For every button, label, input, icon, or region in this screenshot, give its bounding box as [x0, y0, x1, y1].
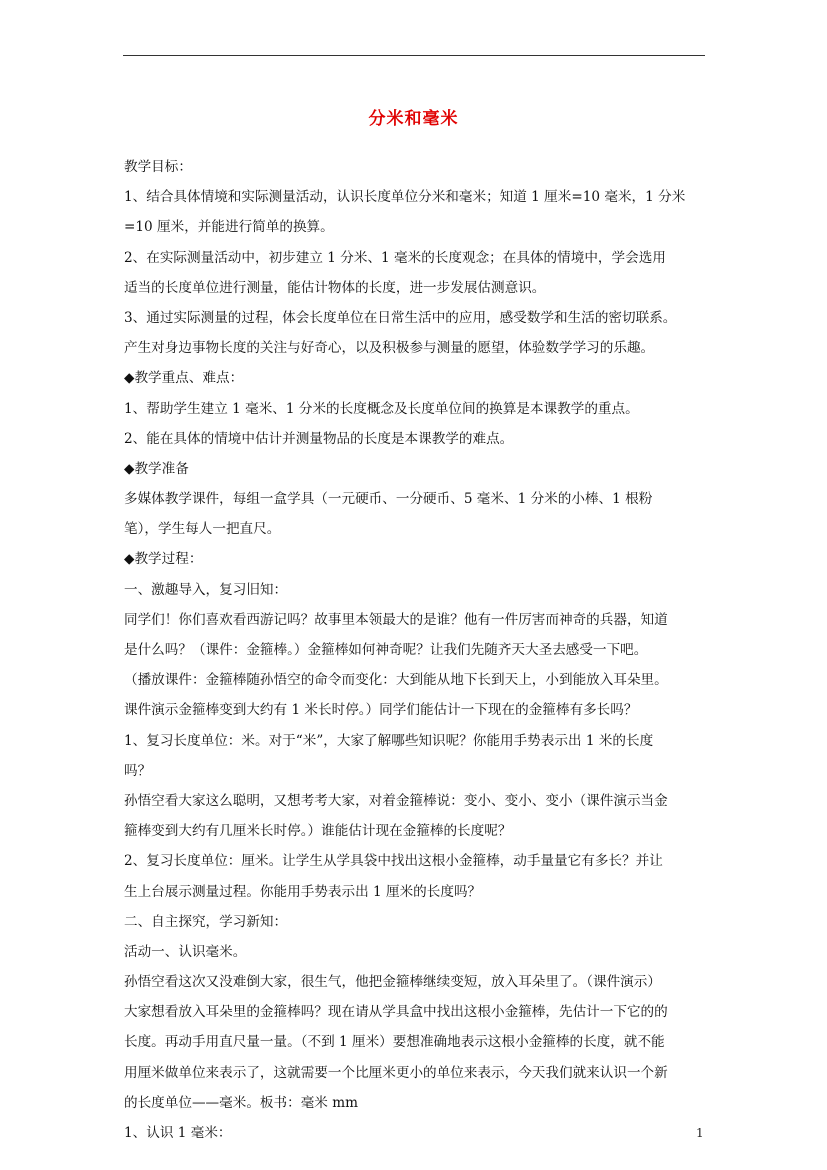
text-line: （播放课件：金箍棒随孙悟空的命令而变化：大到能从地下长到天上，小到能放入耳朵里。 — [124, 672, 668, 689]
header-rule — [123, 55, 705, 56]
text-line: 多媒体教学课件，每组一盒学具（一元硬币、一分硬币、5 毫米、1 分米的小棒、1 根粉 — [124, 491, 653, 508]
text-line: 3、通过实际测量的过程，体会长度单位在日常生活中的应用，感受数学和生活的密切联系。 — [124, 309, 677, 326]
text-line: 吗？ — [124, 762, 152, 779]
text-line: 孙悟空看这次又没难倒大家，很生气，他把金箍棒继续变短，放入耳朵里了。（课件演示） — [124, 974, 661, 991]
text-line: 教学目标： — [124, 159, 192, 175]
text-line: 活动一、认识毫米。 — [124, 943, 247, 960]
text-line: 箍棒变到大约有几厘米长时停。）谁能估计现在金箍棒的长度呢？ — [124, 823, 512, 840]
text-line: 二、自主探究，学习新知： — [124, 913, 288, 930]
page-number: 1 — [696, 1126, 704, 1140]
text-line: ◆教学过程： — [124, 551, 203, 568]
text-line: 的长度单位——毫米。板书：毫米 mm — [124, 1094, 359, 1111]
text-line: 1、结合具体情境和实际测量活动，认识长度单位分米和毫米；知道 1 厘米=10 毫米，1 分米 — [124, 189, 686, 206]
document-body — [124, 152, 708, 1148]
text-line: 孙悟空看大家这么聪明，又想考考大家，对着金箍棒说：变小、变小、变小（课件演示当金 — [124, 792, 668, 809]
text-line: 用厘米做单位来表示了，这就需要一个比厘米更小的单位来表示，今天我们就来认识一个新 — [124, 1064, 668, 1081]
text-line: 2、在实际测量活动中，初步建立 1 分米、1 毫米的长度观念；在具体的情境中，学会选用 — [124, 249, 666, 266]
text-line: 1、认识 1 毫米： — [124, 1125, 232, 1141]
text-line: ◆教学准备 — [124, 460, 189, 477]
text-line: 大家想看放入耳朵里的金箍棒吗？现在请从学具盒中找出这根小金箍棒，先估计一下它的的 — [124, 1004, 668, 1021]
text-line: 同学们！你们喜欢看西游记吗？故事里本领最大的是谁？他有一件厉害而神奇的兵器，知道 — [124, 611, 668, 628]
text-line: =10 厘米，并能进行简单的换算。 — [124, 219, 334, 236]
text-line: 长度。再动手用直尺量一量。（不到 1 厘米）要想准确地表示这根小金箍棒的长度，就不能 — [124, 1034, 665, 1051]
text-line: 课件演示金箍棒变到大约有 1 米长时停。）同学们能估计一下现在的金箍棒有多长吗？ — [124, 702, 638, 719]
text-line: 一、激趣导入，复习旧知： — [124, 581, 288, 598]
text-line: 1、复习长度单位：米。对于“米”，大家了解哪些知识呢？你能用手势表示出 1 米的长度 — [124, 732, 654, 749]
text-line: 笔），学生每人一把直尺。 — [124, 521, 281, 538]
document-title: 分米和毫米 — [368, 109, 459, 129]
text-line: 是什么吗？（课件：金箍棒。）金箍棒如何神奇呢？让我们先随齐天大圣去感受一下吧。 — [124, 642, 648, 658]
text-line: 生上台展示测量过程。你能用手势表示出 1 厘米的长度吗？ — [124, 883, 482, 900]
text-line: 2、复习长度单位：厘米。让学生从学具袋中找出这根小金箍棒，动手量量它有多长？并让 — [124, 853, 663, 870]
text-line: 1、帮助学生建立 1 毫米、1 分米的长度概念及长度单位间的换算是本课教学的重点。 — [124, 400, 639, 417]
text-line: 2、能在具体的情境中估计并测量物品的长度是本课教学的难点。 — [124, 430, 514, 447]
text-line: ◆教学重点、难点： — [124, 370, 244, 387]
text-line: 产生对身边事物长度的关注与好奇心，以及积极参与测量的愿望，体验数学学习的乐趣。 — [124, 340, 655, 357]
text-line: 适当的长度单位进行测量，能估计物体的长度，进一步发展估测意识。 — [124, 279, 546, 296]
